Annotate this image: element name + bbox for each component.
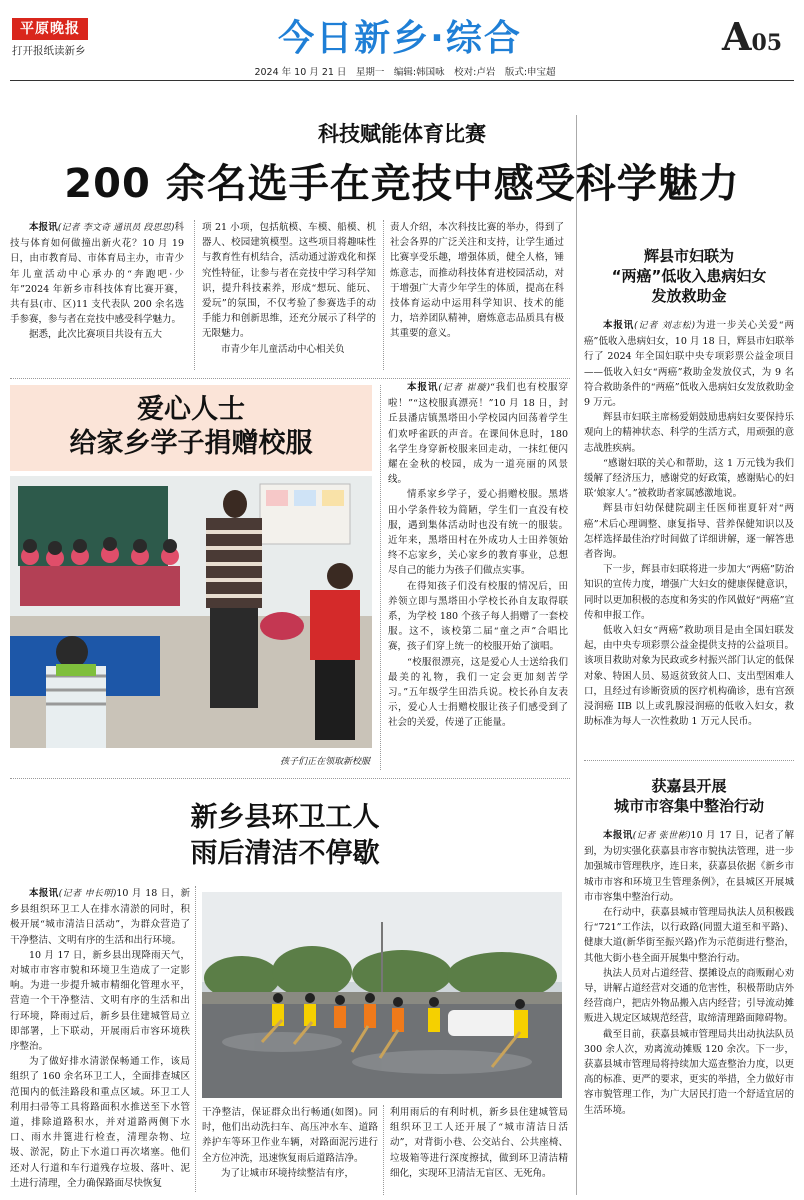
sanitation-column-3 (390, 1105, 568, 1195)
huojia-body (584, 828, 794, 1192)
huojia-headline-2: 城市市容集中整治行动 (613, 797, 764, 815)
huixian-byline: 本报讯 (603, 320, 635, 331)
sanitation-c1-p1: 10 月 18 日，新乡县组织环卫工人在排水清淤的同时，积极开展“城市清洁日活动”，为群众营造了干净整洁、文明有序的生活和出行环境。 (10, 888, 190, 946)
uniform-byline: 本报讯 (407, 382, 439, 393)
huixian-p3: “感谢妇联的关心和帮助，这 1 万元钱为我们缓解了经济压力，感谢党的好政策，感谢贴心的妇联‘娘家人’。”被救助者家属感激地说。 (584, 457, 794, 500)
huixian-reporter: (记者 刘志松) (634, 321, 696, 331)
masthead (0, 0, 804, 80)
lead-c1-p2: 据悉，此次比赛项目共设有五大 (29, 329, 163, 341)
sanitation-reporter: (记者 申长明) (58, 889, 117, 899)
uniform-p2: 情系家乡学子，爱心捐赠校服。黑塔田小学条件较为简陋，学生们一直没有校服，遇到集体活动时也没有统一的服装。近年来，黑塔田村在外成功人士田养领始终不忘家乡，关心家乡的教育事业，总想尽自己的能力为孩子们做点实事。 (388, 489, 568, 577)
lead-column-3 (390, 220, 564, 372)
sanitation-headline-2: 雨后清洁不停歇 (190, 838, 380, 869)
huojia-headline-1: 获嘉县开展 (651, 777, 727, 795)
huojia-byline: 本报讯 (603, 830, 633, 841)
huixian-headline-3: 发放救助金 (651, 287, 727, 305)
lead-c1-p1: 科技与体育如何做撞出新火花？10 月 19 日，由市教育局、市体育局主办，市青少年儿童活动中心承办的“奔跑吧·少年”2024 年新乡市科技体育比赛开赛，共有县(市、区)11 支代表队 200 余名选手参赛，参与者在竞技中感受科学魅力。 (10, 222, 184, 326)
huojia-headline (584, 776, 794, 816)
masthead-rule (10, 80, 794, 81)
uniform-photo-caption: 孩子们正在领取新校服 (279, 757, 370, 767)
uniform-p1: “我们也有校服穿啦！”“这校服真漂亮！”10 月 18 日，封丘县潘店镇黑塔田小学校园内回荡着学生们欢呼雀跃的声音。在课间休息时，180 名学生身穿新校服来回走动，一抹红便闪耀在金秋的校园，成为一道亮丽的风景线。 (388, 382, 568, 486)
page-digits: 05 (751, 30, 783, 56)
huixian-p4: 辉县市妇幼保健院副主任医师崔夏轩对“两癌”术后心理调整、康复指导、营养保健知识以及怎样选择最佳治疗时间做了详细讲解，逐一解答患者咨询。 (584, 503, 794, 561)
sanitation-headline-1: 新乡县环卫工人 (190, 802, 380, 833)
huixian-p6: 低收入妇女“两癌”救助项目是由全国妇联发起，由中央专项彩票公益金提供支持的公益项目。该项目救助对象为民政或乡村振兴部门认定的低保对象、特困人员、易返贫致贫人口、支出型困难人口，且经过有诊断资质的医疗机构确诊，患有宫颈浸润癌 IIB 以上或乳腺浸润癌的低收入妇女，救助标准为每人一次性救助 1 万元人民币。 (584, 625, 794, 728)
lead-column-2 (202, 220, 376, 372)
huojia-p2: 在行动中，获嘉县城市管理局执法人员积极践行“721”工作法，以行政路(同盟大道至和平路)、健康大道(新华街至振兴路)作为示范街进行整治，其他大街小巷全面开展集中整治行动。 (584, 907, 794, 964)
huojia-reporter: (记者 张世彬) (632, 831, 691, 841)
huixian-p1: 为进一步关心关爱“两癌”低收入患病妇女，10 月 18 日，辉县市妇联举行了 2024 年全国妇联中央专项彩票公益金项目——低收入妇女“两癌”救助金发放仪式，为 9 名符合救助条件的“两癌”低收入患病妇女发放救助金 9 万元。 (584, 320, 794, 409)
sanitation-c2-p1: 干净整洁，保证群众出行畅通(如图)。同时，他们出动洗扫车、高压冲水车、道路养护车等环卫作业车辆，对路面泥污进行全方位冲洗，迅速恢复雨后道路洁净。 (202, 1107, 378, 1164)
huojia-p4: 截至目前，获嘉县城市管理局共出动执法队员 300 余人次，劝离流动摊贩 120 余次。下一步，获嘉县城市管理局将持续加大巡查整治力度，以更高的标准、更严的要求，更实的举措，全力做好市容市貌管理工作，为广大居民打造一个舒适宜居的生活环境。 (584, 1028, 794, 1116)
uniform-p4: “校服很漂亮，这是爱心人士送给我们最美的礼物，我们一定会更加刻苦学习。”五年级学生田浩兵说。校长孙自友表示，爱心人士捐赠校服让孩子们感受到了社会的关爱，传递了正能量。 (388, 656, 568, 729)
page-number (722, 14, 782, 59)
huixian-headline-2: “两癌”低收入患病妇女 (611, 267, 767, 285)
sanitation-c3-p1: 利用雨后的有利时机，新乡县住建城管局组织环卫工人还开展了“城市清洁日活动”，对背街小巷、公交站台、公共座椅、垃圾箱等进行深度擦拭，做到环卫清洁精细化，实现环卫清洁无盲区、无死角。 (390, 1107, 568, 1179)
huojia-p3: 执法人员对占道经营、摆摊设点的商贩耐心劝导，讲解占道经营对交通的危害性，积极帮助店外经营商户，把店外物品搬入店内经营；引导流动摊贩进入规定区域规范经营，取缔清理路面障碍物。 (584, 967, 794, 1025)
dateline: 2024 年 10 月 21 日 星期一 编辑:韩国咏 校对:卢岩 版式:申宝超 (254, 67, 556, 78)
page-letter: A (722, 14, 752, 59)
street-cleaning-image (202, 892, 562, 1098)
sanitation-column-2 (202, 1105, 378, 1195)
uniform-photo (10, 476, 372, 748)
lead-c2-p2: 市青少年儿童活动中心相关负 (221, 343, 345, 355)
huixian-p2: 辉县市妇联主席杨爱娟鼓励患病妇女要保持乐观向上的精神状态、科学的生活方式，用顽强的意志战胜疾病。 (584, 412, 794, 454)
sanitation-byline: 本报讯 (29, 888, 59, 899)
lead-reporter: (记者 李文奇 通讯员 段思思) (57, 223, 175, 233)
masthead-slogan: 打开报纸读新乡 (12, 45, 86, 57)
sanitation-c1-p3: 为了做好排水清淤保畅通工作，该局组织了 160 余名环卫工人，全面排查城区范围内的低洼路段和重点区域。环卫工人利用扫帚等工具将路面积水推送至下水管道，排除道路积水，并对道路两侧下水口、雨水井篦进行检查，清理杂物、垃圾、淤泥，防止下水道口再次堵塞。他们还对人行道和车行道残存垃圾、落叶、泥土进行清理，全力确保路面尽快恢复 (10, 1056, 190, 1189)
uniform-reporter: (记者 崔璇) (438, 383, 490, 393)
sanitation-c1-p2: 10 月 17 日，新乡县出现降雨天气，对城市市容市貌和环境卫生造成了一定影响。为进一步提升城市精细化管理水平，营造一个干净整洁、文明有序的生活和出行环境，降雨过后，新乡县住建城管局立即部署，上下联动，开展雨后市容环境秩序整治。 (10, 949, 190, 1053)
lead-kicker: 科技赋能体育比赛 (318, 121, 486, 146)
classroom-scene-image (10, 476, 372, 748)
section-title: 今日新乡·综合 (278, 18, 522, 59)
uniform-headline-2: 给家乡学子捐赠校服 (69, 428, 313, 459)
uniform-banner (10, 385, 372, 471)
lead-byline: 本报讯 (29, 222, 58, 233)
sanitation-c2-p2: 为了让城市环境持续整洁有序， (221, 1167, 355, 1179)
uniform-headline-1: 爱心人士 (137, 394, 245, 425)
huixian-p5: 下一步，辉县市妇联将进一步加大“两癌”防治知识的宣传力度，增强广大妇女的健康保健意识，同时以更加积极的态度和务实的作风做好“两癌”宣传和申报工作。 (584, 564, 794, 621)
lead-c2-p1: 项 21 小项，包括航模、车模、船模、机器人、校园建筑模型。这些项目将趣味性与教育性有机结合，活动通过游戏化和探究性特征，让参与者在竞技中学习科学知识，提升科技素养，形成“想玩、能玩、爱玩”的氛围，不仅考验了参赛选手的动手能力和创新思维，还充分展示了科学的无限魅力。 (202, 222, 376, 340)
lead-c3-p1: 责人介绍，本次科技比赛的举办，得到了社会各界的广泛关注和支持，让学生通过比赛享受乐趣，增强体质，健全人格，锤炼意志，而推动科技体育进校园活动，对于增强广大青少年学生的体质，提高在科技体育运动中运用科学知识、技术的能力，培养团队精神，磨炼意志品质具有极其重要的意义。 (390, 222, 564, 340)
huixian-headline-1: 辉县市妇联为 (643, 247, 734, 265)
sanitation-photo (202, 892, 562, 1098)
huixian-headline (584, 246, 794, 306)
sanitation-column-1 (10, 886, 190, 1192)
paper-logo: 平原晚报 (12, 18, 88, 40)
sanitation-headline (100, 800, 470, 872)
uniform-body (388, 380, 568, 770)
lead-column-1 (10, 220, 184, 372)
huojia-p1: 10 月 17 日，记者了解到，为切实强化获嘉县市容市貌执法管理，进一步加强城市管理秩序，连日来，获嘉县依据《新乡市城市市容和环境卫生管理条例》，在县城区开展城市市容集中整治行动。 (584, 830, 794, 903)
uniform-p3: 在得知孩子们没有校服的情况后，田养领立即与黑塔田小学校长孙自友取得联系，为学校 180 个孩子每人捐赠了一套校服。这不，该校第二届“童之声”合唱比赛，孩子们穿上统一的校服开始了演唱。 (388, 580, 568, 653)
huixian-body (584, 318, 794, 750)
lead-headline: 200 余名选手在竞技中感受科学魅力 (64, 161, 740, 207)
